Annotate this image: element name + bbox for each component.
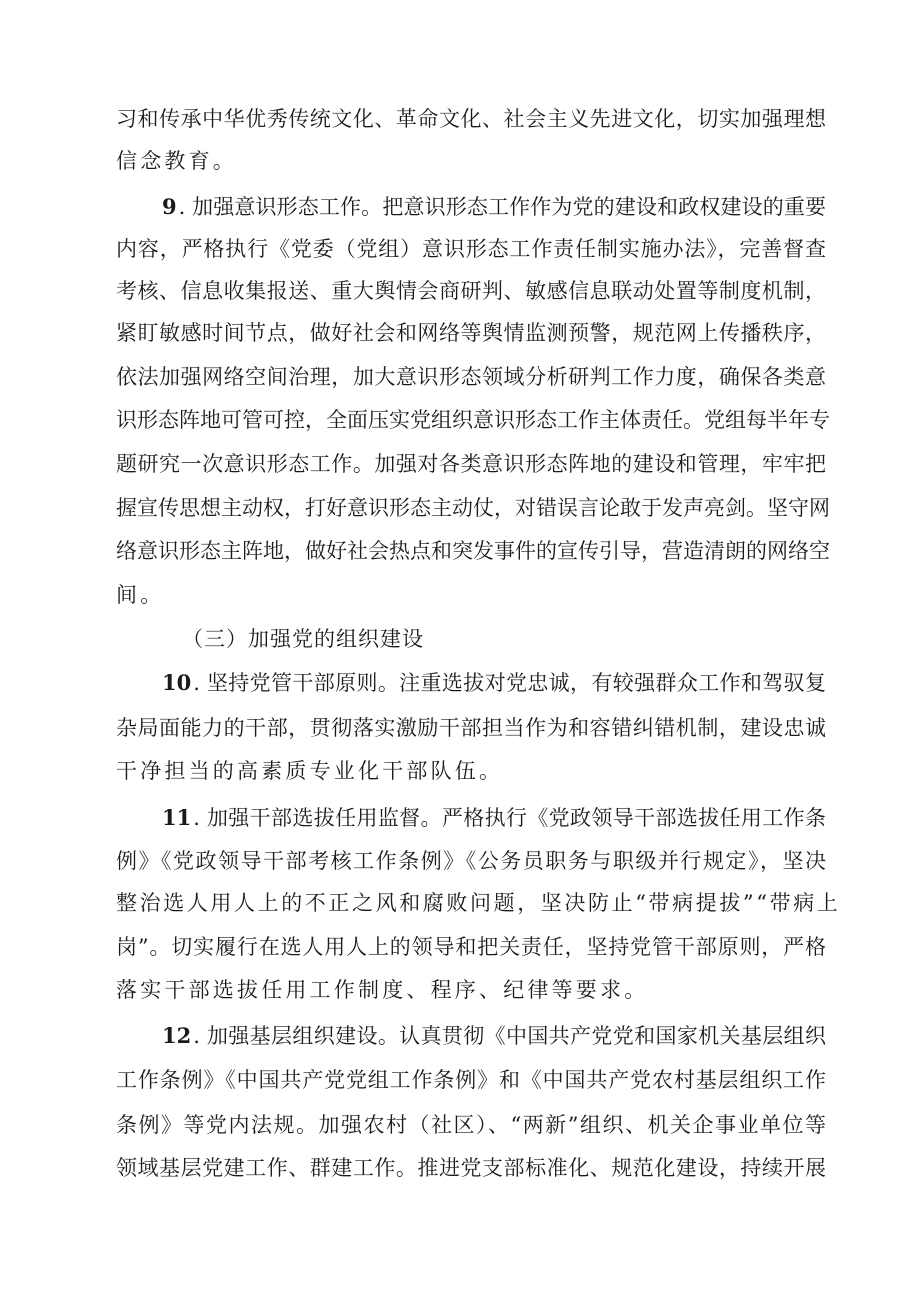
section-3-heading: （三）加强党的组织建设: [182, 627, 424, 651]
p11-number: 11: [162, 805, 192, 830]
p10-number: 10: [162, 670, 192, 695]
p12-line-3: 条例》等党内法规。加强农村（社区）、“两新”组织、机关企事业单位等: [116, 1113, 826, 1137]
p9-line-6: 识形态阵地可管可控，全面压实党组织意识形态工作主体责任。党组每半年专: [116, 408, 830, 432]
p9-number: 9: [162, 194, 177, 219]
p9-text: . 加强意识形态工作。把意识形态工作作为党的建设和政权建设的重要: [178, 195, 826, 219]
intro-line-2: 信念教育。: [116, 149, 237, 173]
p11-line-5: 落实干部选拔任用工作制度、程序、纪律等要求。: [116, 978, 649, 1002]
p12-number: 12: [162, 1023, 192, 1048]
p9-line-8: 握宣传思想主动权，打好意识形态主动仗，对错误言论敢于发声亮剑。坚守网: [116, 496, 830, 520]
p10-line-2: 杂局面能力的干部，贯彻落实激励干部担当作为和容错纠错机制，建设忠诚: [116, 716, 826, 740]
p9-line-7: 题研究一次意识形态工作。加强对各类意识形态阵地的建设和管理，牢牢把: [116, 452, 826, 476]
p11-line-1: [162, 803, 826, 833]
p9-line-9: 络意识形态主阵地，做好社会热点和突发事件的宣传引导，营造清朗的网络空: [116, 539, 830, 563]
p10-line-3: 干净担当的高素质专业化干部队伍。: [116, 759, 504, 783]
p9-line-1: [162, 192, 826, 222]
p9-line-3: 考核、信息收集报送、重大舆情会商研判、敏感信息联动处置等制度机制，: [116, 279, 826, 303]
p12-text: . 加强基层组织建设。认真贯彻《中国共产党党和国家机关基层组织: [193, 1024, 826, 1048]
p12-line-2: 工作条例》《中国共产党党组工作条例》和《中国共产党农村基层组织工作: [116, 1068, 826, 1092]
p12-line-4: 领域基层党建工作、群建工作。推进党支部标准化、规范化建设，持续开展: [116, 1156, 826, 1180]
p10-line-1: [162, 668, 826, 698]
p9-line-5: 依法加强网络空间治理，加大意识形态领域分析研判工作力度，确保各类意: [116, 365, 826, 389]
p9-line-10: 间。: [116, 583, 165, 607]
p11-text: . 加强干部选拔任用监督。严格执行《党政领导干部选拔任用工作条: [193, 806, 826, 830]
p10-text: . 坚持党管干部原则。注重选拔对党忠诚，有较强群众工作和驾驭复: [193, 671, 826, 695]
intro-line-1: 习和传承中华优秀传统文化、革命文化、社会主义先进文化，切实加强理想: [116, 107, 826, 131]
p9-line-4: 紧盯敏感时间节点，做好社会和网络等舆情监测预警，规范网上传播秩序，: [116, 321, 826, 345]
p11-line-3: 整治选人用人上的不正之风和腐败问题，坚决防止“带病提拔”“带病上: [116, 891, 841, 915]
p9-line-2: 内容，严格执行《党委（党组）意识形态工作责任制实施办法》，完善督查: [116, 237, 826, 261]
p12-line-1: [162, 1021, 826, 1051]
p11-line-4: 岗”。切实履行在选人用人上的领导和把关责任，坚持党管干部原则，严格: [116, 935, 826, 959]
p11-line-2: 例》《党政领导干部考核工作条例》《公务员职务与职级并行规定》，坚决: [116, 849, 826, 873]
